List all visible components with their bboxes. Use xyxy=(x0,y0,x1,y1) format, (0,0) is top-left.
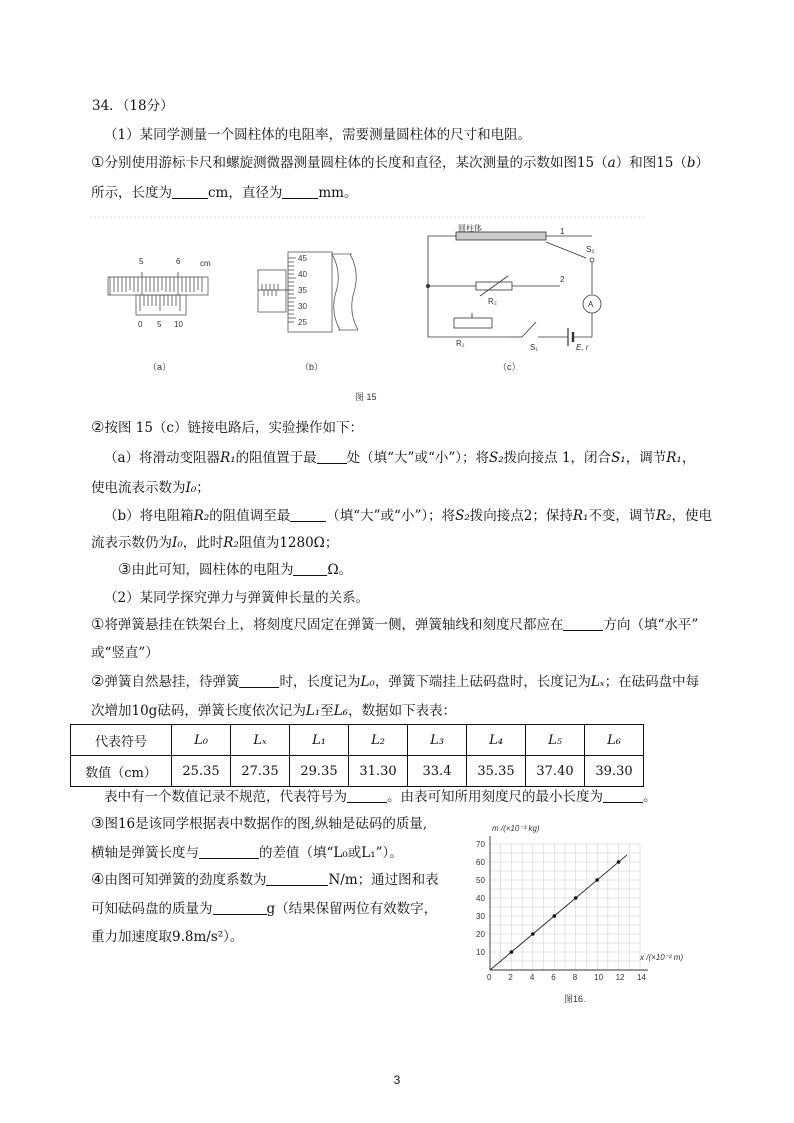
thimble-tick-30: 30 xyxy=(298,302,307,311)
x-tick-label: 4 xyxy=(529,973,535,982)
data-point xyxy=(552,914,556,918)
x-tick-label: 14 xyxy=(637,973,646,982)
part2-intro: （2）某同学探究弹力与弹簧伸长量的关系。 xyxy=(104,590,370,606)
part2-step2-line2: 次增加10g砝码，弹簧长度依次记为L₁至L₆，数据如下表表： xyxy=(91,703,457,719)
data-point xyxy=(510,950,514,954)
part2-step3-line2: 横轴是弹簧长度与 的差值（填“L₀或L₁”）。 xyxy=(91,845,403,861)
resistance-answer-blank[interactable] xyxy=(293,563,327,576)
resistor-box-r2-label: R₂ xyxy=(488,297,497,306)
part2-step4-line2: 可知砝码盘的质量为 g（结果保留两位有效数字， xyxy=(91,901,438,917)
micrometer-image xyxy=(258,252,358,332)
part2-step1: ①将弹簧悬挂在铁架台上，将刻度尺固定在弹簧一侧，弹簧轴线和刻度尺都应在 方向（填“水平” xyxy=(91,615,699,633)
length-answer-blank[interactable] xyxy=(172,186,208,199)
fig15c-label: （c） xyxy=(498,362,521,372)
switch-s1-label: S₁ xyxy=(530,343,539,352)
step-number: ① xyxy=(91,153,105,171)
table-cell: L₅ xyxy=(526,725,585,756)
fig15-caption: 图 15 xyxy=(355,392,377,402)
part1-step-b-line2: 流表示数仍为I₀，此时R₂阻值为1280Ω； xyxy=(91,535,339,551)
table-cell: L₆ xyxy=(585,725,644,756)
y-tick-label: 10 xyxy=(476,948,485,957)
y-tick-label: 20 xyxy=(476,930,485,939)
data-point xyxy=(595,878,599,882)
part2-step4-line3: 重力加速度取9.8m/s²）。 xyxy=(91,929,244,945)
vernier-tick-5: 5 xyxy=(157,320,162,329)
table-cell: L₄ xyxy=(467,725,526,756)
data-point xyxy=(531,932,535,936)
ruler-resolution-blank[interactable] xyxy=(603,790,643,803)
table-cell: 25.35 xyxy=(172,756,231,787)
vernier-tick-10: 10 xyxy=(174,320,183,329)
table-cell: 31.30 xyxy=(349,756,408,787)
table-cell: 35.35 xyxy=(467,756,526,787)
chart-marks xyxy=(490,855,627,970)
part2-step3: ③图16是该同学根据表中数据作的图,纵轴是砝码的质量, xyxy=(91,814,428,832)
table-cell: L₂ xyxy=(349,725,408,756)
table-cell: L₁ xyxy=(290,725,349,756)
direction-answer-blank[interactable] xyxy=(563,618,603,631)
x-tick-label: 0 xyxy=(487,973,492,982)
figure-16-chart xyxy=(460,818,720,1008)
table-row xyxy=(71,725,644,756)
rheostat-r1-label: R₁ xyxy=(456,339,465,348)
spring-constant-blank[interactable] xyxy=(266,873,328,886)
y-tick-label: 50 xyxy=(476,876,485,885)
data-point xyxy=(617,860,621,864)
table-cell: 33.4 xyxy=(408,756,467,787)
fig16-caption: 图16. xyxy=(564,994,586,1004)
x-tick-label: 10 xyxy=(594,973,604,982)
part2-step2: ②弹簧自然悬挂，待弹簧 时，长度记为L₀，弹簧下端挂上砝码盘时，长度记为Lₓ；在砝码盘中每 xyxy=(91,672,700,690)
table-cell: L₀ xyxy=(172,725,231,756)
x-tick-label: 2 xyxy=(508,973,513,982)
rheostat-setting-blank[interactable] xyxy=(317,451,347,464)
caliper-tick-6: 6 xyxy=(176,257,181,266)
y-tick-label: 60 xyxy=(476,858,485,867)
part1-step3: ③由此可知，圆柱体的电阻为 Ω。 xyxy=(118,560,353,578)
x-tick-label: 8 xyxy=(572,973,578,982)
y-tick-label: 40 xyxy=(476,894,485,903)
part1-step-a: （a）将滑动变阻器R₁的阻值置于最 处（填“大”或“小”）；将S₂拨向接点 1，闭合S₁，调节R₁， xyxy=(104,450,696,466)
thimble-tick-35: 35 xyxy=(298,286,307,295)
part2-step1-line2: 或“竖直”） xyxy=(91,645,159,661)
thimble-tick-25: 25 xyxy=(298,318,307,327)
part1-step-b: （b）将电阻箱R₂的阻值调至最 （填“大”或“小”）；将S₂拨向接点2；保持R₁不变，调节R₂，使电 xyxy=(104,508,713,524)
thimble-tick-45: 45 xyxy=(298,254,307,263)
fig15b-label: （b） xyxy=(300,362,324,372)
table-row-label: 代表符号 xyxy=(71,725,172,756)
part2-after-table: 表中有一个数值记录不规范，代表符号为 。由表可知所用刻度尺的最小长度为 。 xyxy=(104,789,657,805)
switch-s2-label: S₂ xyxy=(586,245,595,254)
irregular-symbol-blank[interactable] xyxy=(347,790,387,803)
y-tick-label: 70 xyxy=(476,840,485,849)
diameter-answer-blank[interactable] xyxy=(282,186,318,199)
ammeter-label: A xyxy=(588,300,594,309)
resistor-box-setting-blank[interactable] xyxy=(290,509,326,522)
vernier-caliper-image xyxy=(108,257,211,329)
table-cell: 27.35 xyxy=(231,756,290,787)
fig15a-label: （a） xyxy=(148,362,172,372)
source-label: E, r xyxy=(576,343,589,352)
data-point xyxy=(574,896,578,900)
difference-answer-blank[interactable] xyxy=(199,846,259,859)
table-cell: Lₓ xyxy=(231,725,290,756)
figure-15 xyxy=(90,212,650,412)
part1-step1: ①分别使用游标卡尺和螺旋测微器测量圆柱体的长度和直径，某次测量的示数如图15（a）和图15（b） xyxy=(91,153,710,171)
contact-1-label: 1 xyxy=(560,227,565,236)
table-cell: L₃ xyxy=(408,725,467,756)
question-header: 34．（18分） xyxy=(92,98,174,114)
table-cell: 39.30 xyxy=(585,756,644,787)
cylinder-label: 圆柱体 xyxy=(458,224,482,233)
circuit-diagram xyxy=(426,223,601,352)
y-tick-label: 30 xyxy=(476,912,485,921)
part1-step-a-line2: 使电流表示数为I₀； xyxy=(91,480,210,496)
table-cell: 29.35 xyxy=(290,756,349,787)
table-cell: 37.40 xyxy=(526,756,585,787)
x-axis-label: x /(×10⁻² m) xyxy=(640,953,684,962)
x-tick-label: 6 xyxy=(551,973,556,982)
page-number: 3 xyxy=(393,1073,401,1087)
table-row-label: 数值（cm） xyxy=(71,756,172,787)
part1-intro: （1）某同学测量一个圆柱体的电阻率，需要测量圆柱体的尺寸和电阻。 xyxy=(104,127,532,143)
pan-mass-blank[interactable] xyxy=(213,902,267,915)
part2-step4: ④由图可知弹簧的劲度系数为 N/m；通过图和表 xyxy=(91,870,439,888)
x-tick-label: 12 xyxy=(615,973,625,982)
caliper-unit: cm xyxy=(200,259,211,268)
vernier-tick-0: 0 xyxy=(138,320,143,329)
part1-step2: ②按图 15（c）链接电路后，实验操作如下： xyxy=(91,418,363,436)
contact-2-label: 2 xyxy=(560,275,565,284)
thimble-tick-40: 40 xyxy=(298,270,307,279)
caliper-tick-5: 5 xyxy=(139,257,144,266)
part1-step1-line2: 所示，长度为 cm，直径为 mm。 xyxy=(91,185,358,201)
y-axis-label: m /(×10⁻³ kg) xyxy=(492,824,540,833)
table-row xyxy=(71,756,644,787)
spring-length-table xyxy=(70,724,644,787)
spring-state-answer-blank[interactable] xyxy=(239,675,279,688)
